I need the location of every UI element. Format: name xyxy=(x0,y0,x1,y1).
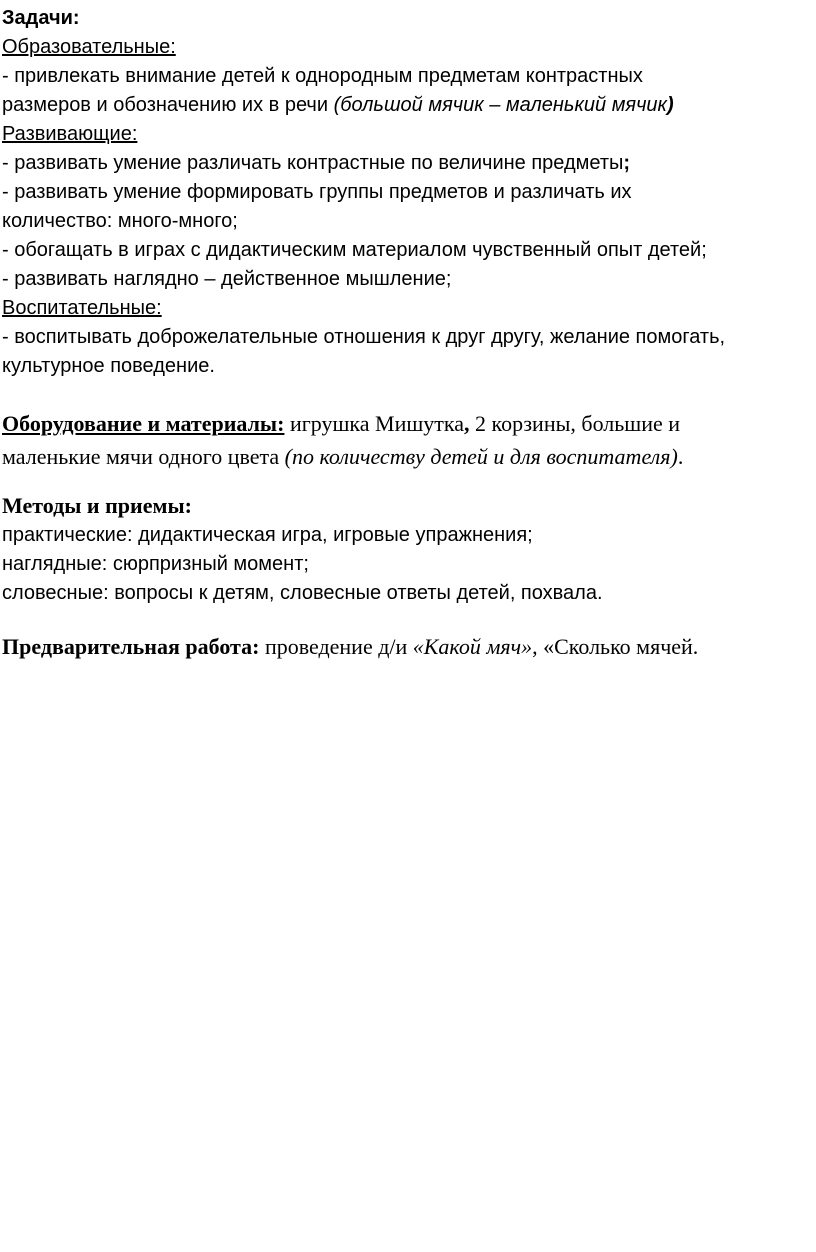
methods-visual: наглядные: сюрпризный момент; xyxy=(2,553,309,575)
educational-line-2 xyxy=(2,91,814,120)
educational-label: Образовательные: xyxy=(2,36,176,58)
developing-item-1-text: - развивать умение различать контрастные по величине предметы xyxy=(2,152,624,174)
methods-practical: практические: дидактическая игра, игровые упражнения; xyxy=(2,524,533,546)
methods-verbal: словесные: вопросы к детям, словесные ответы детей, похвала. xyxy=(2,582,603,604)
developing-item-1-end: ; xyxy=(623,152,631,174)
equipment-section xyxy=(2,407,814,473)
developing-item-3: - обогащать в играх с дидактическим материалом чувственный опыт детей; xyxy=(2,239,707,261)
equipment-line-2-italic: (по количеству детей и для воспитателя) xyxy=(284,444,678,469)
educational-line-2-close: ) xyxy=(667,94,674,116)
equipment-line-2-end: . xyxy=(677,444,684,469)
developing-item-4: - развивать наглядно – действенное мышление; xyxy=(2,268,452,290)
tasks-heading: Задачи: xyxy=(2,7,80,29)
preliminary-section xyxy=(2,630,814,663)
developing-item-2-line-2: количество: много-много; xyxy=(2,210,238,232)
educational-line-2-text: размеров и обозначению их в речи xyxy=(2,94,334,116)
educational-line-1: - привлекать внимание детей к однородным предметам контрастных xyxy=(2,65,643,87)
developing-item-2-line-1: - развивать умение формировать группы предметов и различать их xyxy=(2,181,632,203)
developing-item-1 xyxy=(2,149,814,178)
preliminary-end: , «Сколько мячей. xyxy=(532,634,699,659)
equipment-line-1-comma: , xyxy=(464,411,470,436)
educational-line-2-italic: (большой мячик – маленький мячик xyxy=(333,94,667,116)
equipment-line-1-rest: 2 корзины, большие и xyxy=(469,411,681,436)
methods-section xyxy=(2,491,814,608)
upbringing-line-2: культурное поведение. xyxy=(2,355,215,377)
equipment-label: Оборудование и материалы: xyxy=(2,411,285,436)
upbringing-line-1: - воспитывать доброжелательные отношения к друг другу, желание помогать, xyxy=(2,326,726,348)
equipment-line-2-text: маленькие мячи одного цвета xyxy=(2,444,285,469)
preliminary-text: проведение д/и xyxy=(259,634,413,659)
preliminary-italic: «Какой мяч» xyxy=(412,634,533,659)
equipment-line-2 xyxy=(2,440,814,473)
preliminary-line xyxy=(2,630,814,663)
developing-label: Развивающие: xyxy=(2,123,138,145)
tasks-section xyxy=(2,4,814,381)
preliminary-label: Предварительная работа: xyxy=(2,634,260,659)
upbringing-label: Воспитательные: xyxy=(2,297,162,319)
equipment-line-1-text: игрушка Мишутка xyxy=(284,411,465,436)
methods-heading: Методы и приемы: xyxy=(2,493,192,518)
equipment-line-1 xyxy=(2,407,814,440)
